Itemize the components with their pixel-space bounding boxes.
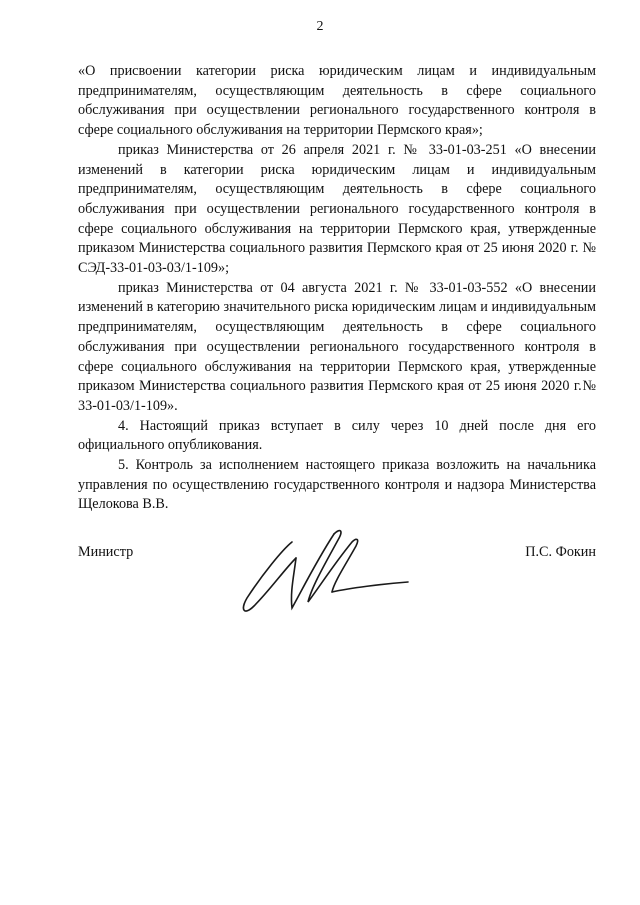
signatory-role: Министр [78, 544, 134, 560]
paragraph-effective-date: 4. Настоящий приказ вступает в силу через 10 дней после дня его официального опубликования. [78, 417, 596, 454]
signatory-name: П.С. Фокин [525, 544, 596, 560]
paragraph-category-assignment: «О присвоении категории риска юридическим лицам и индивидуальным предпринимателям, осуществляющим деятельность в сфере социального обслуживания при осуществлении регионального государственного контроля в сфере социального обслуживания на территории Пермского края»; [78, 63, 596, 139]
paragraph-order-april: приказ Министерства от 26 апреля 2021 г. № 33-01-03-251 «О внесении изменений в категории риска юридическим лицам и индивидуальным предпринимателям, осуществляющим деятельность в сфере социального обслуживания при осуществлении регионального государственного контроля в сфере социального обслуживания на территории Пермского края, утвержденные приказом Министерства социального развития Пермского края от 25 июня 2020 г. № СЭД-33-01-03-03/1-109»; [78, 141, 596, 277]
paragraph-order-august: приказ Министерства от 04 августа 2021 г. № 33-01-03-552 «О внесении изменений в категорию значительного риска юридическим лицам и индивидуальным предпринимателям, осуществляющим деятельность в сфере социального обслуживания при осуществлении регионального государственного контроля в сфере социального обслуживания на территории Пермского края, утвержденные приказом Министерства социального развития Пермского края от 25 июня 2020 г.№ 33-01-03/1-109». [78, 279, 596, 414]
document-body [78, 62, 596, 515]
paragraph-control-assignment: 5. Контроль за исполнением настоящего приказа возложить на начальника управления по осуществлению государственного контроля и надзора Министерства Щелокова В.В. [78, 457, 596, 513]
page-number: 2 [316, 19, 324, 34]
handwritten-signature [222, 520, 412, 620]
